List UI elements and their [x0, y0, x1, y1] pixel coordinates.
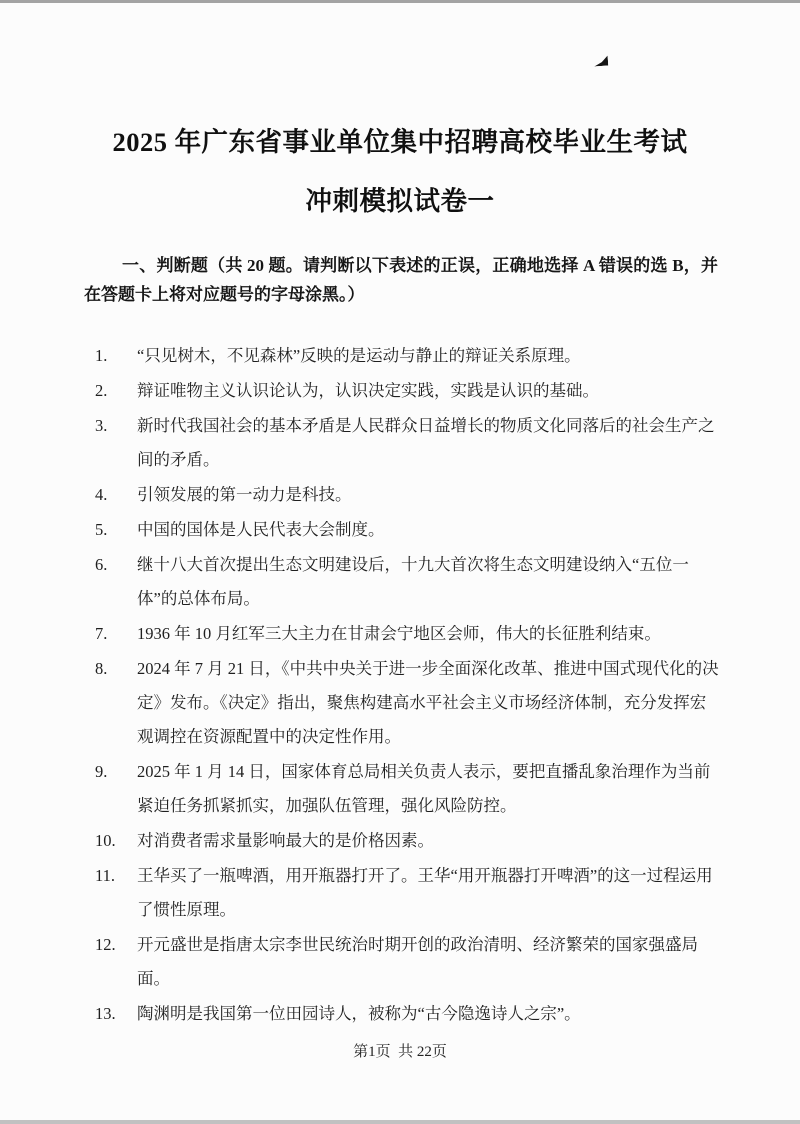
question-item — [95, 617, 723, 651]
question-number: 7. — [95, 624, 108, 643]
question-item — [95, 824, 723, 858]
question-text: 陶渊明是我国第一位田园诗人，被称为“古今隐逸诗人之宗”。 — [137, 1004, 581, 1023]
question-number: 9. — [95, 762, 108, 781]
question-text: 新时代我国社会的基本矛盾是人民群众日益增长的物质文化同落后的社会生产之间的矛盾。 — [137, 416, 715, 469]
exam-title-line2: 冲刺模拟试卷一 — [305, 186, 495, 216]
question-text: 中国的国体是人民代表大会制度。 — [137, 520, 385, 539]
question-number: 5. — [95, 520, 108, 539]
question-number: 10. — [95, 831, 116, 850]
question-item — [95, 652, 723, 754]
question-item — [95, 513, 723, 547]
question-number: 12. — [95, 935, 116, 954]
exam-header — [0, 0, 800, 217]
question-text: 开元盛世是指唐太宗李世民统治时期开创的政治清明、经济繁荣的国家强盛局面。 — [137, 935, 698, 988]
question-number: 1. — [95, 346, 108, 365]
question-item — [95, 548, 723, 616]
question-number: 6. — [95, 555, 108, 574]
question-number: 13. — [95, 1004, 116, 1023]
question-item — [95, 997, 723, 1031]
question-number: 4. — [95, 485, 108, 504]
scan-top-edge — [0, 0, 800, 3]
question-item — [95, 339, 723, 373]
question-number: 11. — [95, 866, 116, 885]
question-item — [95, 409, 723, 477]
question-text: 王华买了一瓶啤酒，用开瓶器打开了。王华“用开瓶器打开啤酒”的这一过程运用了惯性原理。 — [137, 866, 713, 919]
question-text: 2025 年 1 月 14 日，国家体育总局相关负责人表示，要把直播乱象治理作为当前紧迫任务抓紧抓实，加强队伍管理，强化风险防控。 — [137, 762, 711, 815]
question-item — [95, 755, 723, 823]
page-footer: 第1页 共 22页 — [353, 1044, 447, 1060]
question-number: 8. — [95, 659, 108, 678]
question-text: 引领发展的第一动力是科技。 — [137, 485, 352, 504]
question-text: 辩证唯物主义认识论认为，认识决定实践，实践是认识的基础。 — [137, 381, 599, 400]
question-text: 继十八大首次提出生态文明建设后，十九大首次将生态文明建设纳入“五位一体”的总体布局。 — [137, 555, 689, 608]
question-text: “只见树木，不见森林”反映的是运动与静止的辩证关系原理。 — [137, 346, 581, 365]
scan-bottom-edge — [0, 1120, 800, 1124]
question-number: 3. — [95, 416, 108, 435]
question-item — [95, 478, 723, 512]
question-text: 对消费者需求量影响最大的是价格因素。 — [137, 831, 434, 850]
question-item — [95, 928, 723, 996]
section-instructions: 一、判断题（共 20 题。请判断以下表述的正误，正确地选择 A 错误的选 B，并在答题卡上将对应题号的字母涂黑。） — [84, 256, 718, 304]
question-text: 1936 年 10 月红军三大主力在甘肃会宁地区会师，伟大的长征胜利结束。 — [137, 624, 661, 643]
question-list — [95, 339, 723, 1031]
exam-title-line1: 2025 年广东省事业单位集中招聘高校毕业生考试 — [112, 127, 688, 157]
question-item — [95, 859, 723, 927]
question-item — [95, 374, 723, 408]
question-number: 2. — [95, 381, 108, 400]
question-text: 2024 年 7 月 21 日，《中共中央关于进一步全面深化改革、推进中国式现代化的决定》发布。《决定》指出，聚焦构建高水平社会主义市场经济体制，充分发挥宏观调控在资源配置中的决定性作用。 — [137, 659, 719, 746]
